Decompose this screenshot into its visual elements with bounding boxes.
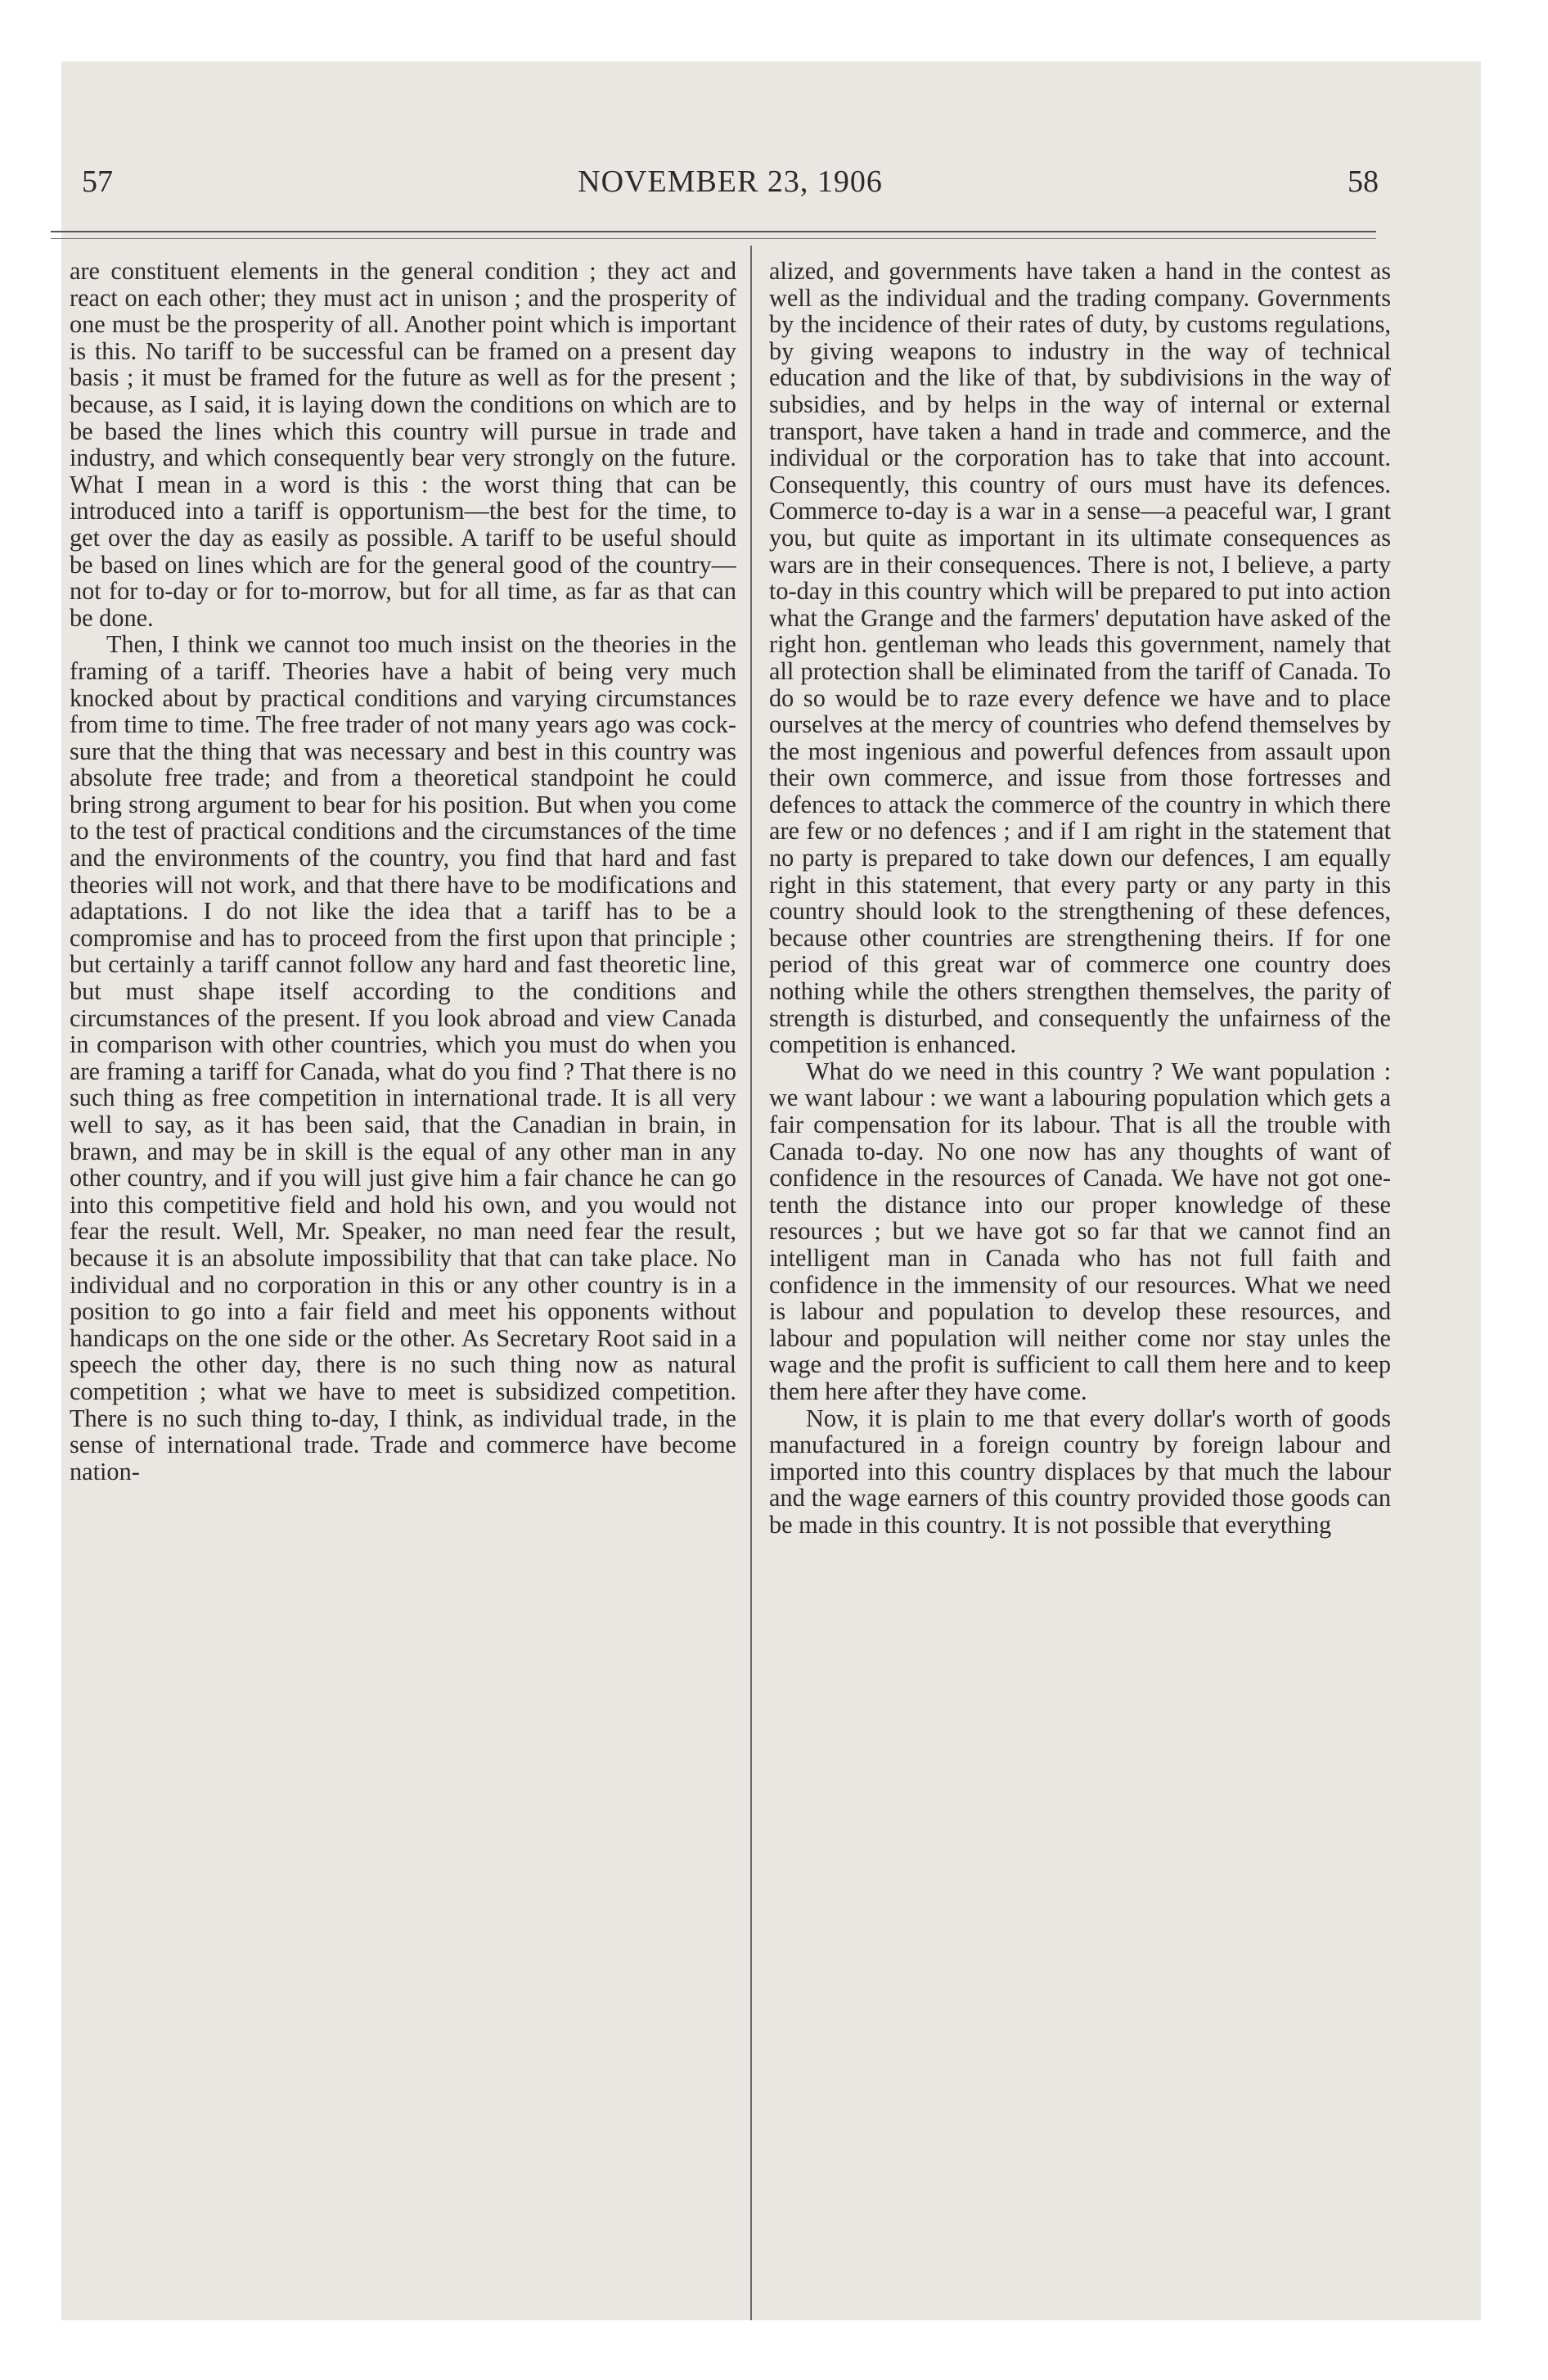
page-number-right: 58	[1348, 165, 1379, 199]
column-divider	[750, 246, 752, 2320]
left-paragraph-2: Then, I think we cannot too much insist on the theories in the framing of a tariff. Theories have a habit of being very much knocked about by practical conditions and varying circumstances from time to time. The free trader of not many years ago was cock-sure that the thing that was necessary and best in this country was absolute free trade; and from a theoretical standpoint he could bring strong argument to bear for his position. But when you come to the test of practical conditions and the circumstances of the time and the environments of the country, you find that hard and fast theories will not work, and that there have to be modifications and adaptations. I do not like the idea that a tariff has to be a compromise and has to proceed from the first upon that principle ; but certainly a tariff cannot follow any hard and fast theoretic line, but must shape itself according to the conditions and circumstances of the present. If you look abroad and view Canada in comparison with other countries, which you must do when you are framing a tariff for Canada, what do you find ? That there is no such thing as free competition in international trade. It is all very well to say, as it has been said, that the Canadian in brain, in brawn, and may be in skill is the equal of any other man in any other country, and if you will just give him a fair chance he can go into this competitive field and hold his own, and you would not fear the result. Well, Mr. Speaker, no man need fear the result, because it is an absolute impossibility that that can take place. No individual and no corporation in this or any other country is in a position to go into a fair field and meet his opponents without handicaps on the one side or the other. As Secretary Root said in a speech the other day, there is no such thing now as natural competition ; what we have to meet is subsidized competition. There is no such thing to-day, I think, as individual trade, in the sense of international trade. Trade and commerce have become nation-	[70, 630, 736, 1485]
page-date-title: NOVEMBER 23, 1906	[578, 165, 883, 199]
left-paragraph-1: are constituent elements in the general condition ; they act and react on each other; they must act in unison ; and the prosperity of one must be the prosperity of all. Another point which is important is this. No tariff to be successful can be framed on a present day basis ; it must be framed for the future as well as for the present ; because, as I said, it is laying down the conditions on which are to be based the lines which this country will pursue in trade and industry, and which consequently bear very strongly on the future. What I mean in a word is this : the worst thing that can be introduced into a tariff is opportunism—the best for the time, to get over the day as easily as possible. A tariff to be useful should be based on lines which are for the general good of the country—not for to-day or for to-morrow, but for all time, as far as that can be done.	[70, 258, 736, 632]
right-paragraph-3: Now, it is plain to me that every dollar's worth of goods manufactured in a foreign country by foreign labour and imported into this country displaces by that much the labour and the wage earners of this country provided those goods can be made in this country. It is not possible that everything	[769, 1404, 1391, 1539]
page-header	[82, 164, 1379, 205]
page-number-left: 57	[82, 165, 113, 199]
left-column	[70, 258, 736, 2271]
header-rule	[51, 231, 1376, 239]
right-paragraph-1: alized, and governments have taken a hand in the contest as well as the individual and the trading company. Governments by the incidence of their rates of duty, by customs regulations, by giving weapons to industry in the way of technical education and the like of that, by subdivisions in the way of subsidies, and by helps in the way of internal or external transport, have taken a hand in trade and commerce, and the individual or the corporation has to take that into account. Consequently, this country of ours must have its defences. Commerce to-day is a war in a sense—a peaceful war, I grant you, but quite as important in its ultimate consequences as wars are in their consequences. There is not, I believe, a party to-day in this country which will be prepared to put into action what the Grange and the farmers' deputation have asked of the right hon. gentleman who leads this government, namely that all protection shall be eliminated from the tariff of Canada. To do so would be to raze every defence we have and to place ourselves at the mercy of countries who defend themselves by the most ingenious and powerful defences from assault upon their own commerce, and issue from those fortresses and defences to attack the commerce of the country in which there are few or no defences ; and if I am right in the statement that no party is prepared to take down our defences, I am equally right in this statement, that every party or any party in this country should look to the strengthening of these defences, because other countries are strengthening theirs. If for one period of this great war of commerce one country does nothing while the others strengthen themselves, the parity of strength is disturbed, and consequently the unfairness of the competition is enhanced.	[769, 258, 1391, 1059]
right-paragraph-2: What do we need in this country ? We want population : we want labour : we want a labouring population which gets a fair compensation for its labour. That is all the trouble with Canada to-day. No one now has any thoughts of want of confidence in the resources of Canada. We have not got one-tenth the distance into our proper knowledge of these resources ; but we have got so far that we cannot find an intelligent man in Canada who has not full faith and confidence in the immensity of our resources. What we need is labour and population to develop these resources, and labour and population will neither come nor stay unles the wage and the profit is sufficient to call them here and to keep them here after they have come.	[769, 1057, 1391, 1405]
right-column	[769, 258, 1391, 2271]
